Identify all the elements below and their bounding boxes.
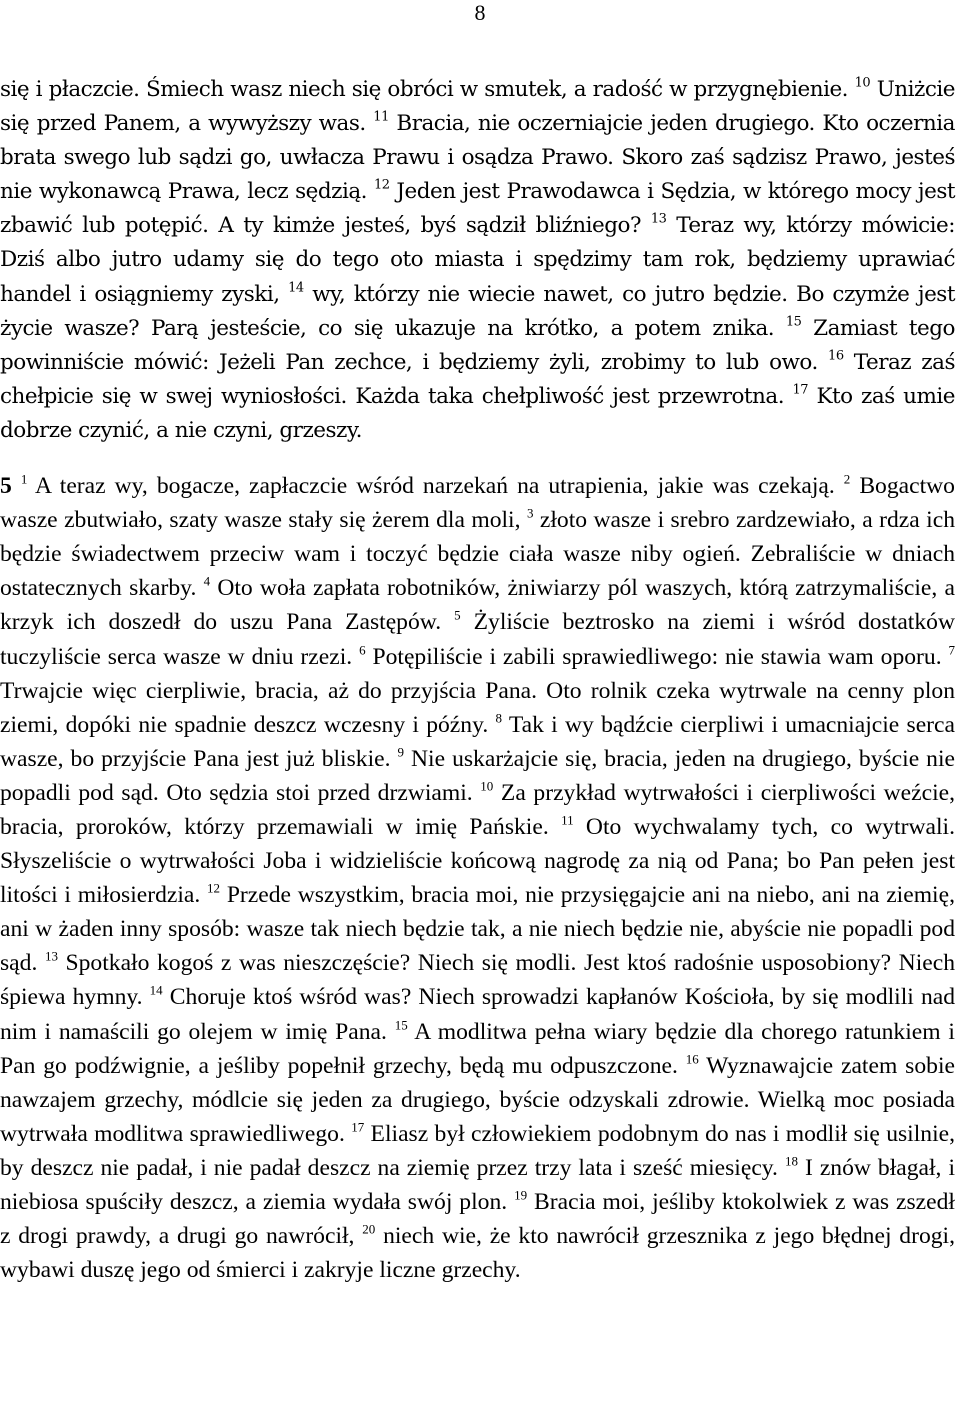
chapter-number: 5 [0,473,12,500]
page-number: 8 [474,0,486,25]
verse-text: Nie uskarżajcie się, bracia, jeden na drugiego, byście nie popadli pod sąd. Oto sędzia stoi przed drzwiami. [0,745,955,806]
verse-text: Choruje ktoś wśród was? Niech sprowadzi kapłanów Kościoła, by się modlili nad nim i namaścili go olejem w imię Pana. [0,984,956,1045]
verse-number: 17 [351,1119,365,1135]
verse-text: Za przykład wytrwałości i cierpliwości weźcie, bracia, proroków, którzy przemawiali w imię Pańskie. [0,779,956,840]
verse-text: Teraz zaś chełpicie się w swej wyniosłości. Każda taka chełpliwość jest przewrotna. [0,349,955,409]
verse-text: Kto zaś umie dobrze czynić, a nie czyni, grzeszy. [0,383,955,443]
verse-text: Jeden jest Prawodawca i Sędzia, w którego mocy jest zbawić lub potępić. A ty kimże jesteś, byś sądził bliźniego? [0,179,955,239]
paragraph-chapter-5 [0,469,955,1287]
verse-text: A modlitwa pełna wiary będzie dla chorego ratunkiem i Pan go podźwignie, a jeśliby popełnił grzechy, będą mu odpuszczone. [0,1018,955,1079]
verse-text: Zamiast tego powinniście mówić: Jeżeli Pan zechce, i będziemy żyli, zrobimy to lub owo. [0,315,955,375]
verse-number: 15 [394,1016,408,1032]
verse-number: 15 [785,313,802,329]
verse-text: wy, którzy nie wiecie nawet, co jutro będzie. Bo czymże jest życie wasze? Parą jesteście, co się ukazuje na krótko, a potem znika. [0,281,955,341]
verse-number: 11 [373,109,389,125]
verse-number: 11 [561,812,574,828]
verse-number: 8 [495,709,503,725]
verse-text: niech wie, że kto nawrócił grzesznika z jego błędnej drogi, wybawi duszę jego od śmierci i zakryje liczne grzechy. [0,1223,955,1284]
verse-text: Wyznawajcie zatem sobie nawzajem grzechy, módlcie się jeden za drugiego, byście odzyskali zdrowie. Wielką moc posiada wytrwała modlitwa sprawiedliwego. [0,1052,955,1147]
verse-number: 7 [948,641,956,657]
verse-number: 19 [514,1187,528,1203]
verse-text: Spotkało kogoś z was nieszczęście? Niech się modli. Jest ktoś radośnie usposobiony? Niech śpiewa hymny. [0,950,955,1011]
verse-text: się i płaczcie. Śmiech wasz niech się obróci w smutek, a radość w przygnębienie. [0,77,849,102]
verse-text: Tak i wy bądźcie cierpliwi i umacniajcie serca wasze, bo przyjście Pana jest już bliskie. [0,711,955,772]
verse-number: 14 [288,279,304,295]
verse-number: 10 [854,75,871,91]
verse-text: Oto woła zapłata robotników, żniwiarzy pól waszych, którą zatrzymaliście, a krzyk ich doszedł do uszu Pana Zastępów. [0,575,955,636]
verse-number: 18 [784,1153,798,1169]
verse-text: Bracia, nie oczerniajcie jeden drugiego. Kto oczernia brata swego lub sądzi go, uwłacza Prawu i osądza Prawo. Skoro zaś sądzisz Prawo, jesteś nie wykonawcą Prawa, lecz sędzią. [0,111,955,205]
verse-text: Potępiliście i zabili sprawiedliwego: nie stawia wam oporu. [372,643,942,670]
verse-number: 1 [20,471,28,487]
verse-number: 17 [792,382,809,398]
verse-number: 5 [454,607,461,623]
verse-number: 14 [149,982,163,998]
verse-text: Eliasz był człowiekiem podobnym do nas i modlił się usilnie, by deszcz nie padał, i nie padał deszcz na ziemię przez trzy lata i sześć miesięcy. [0,1120,956,1181]
verse-number: 16 [828,348,844,363]
verse-number: 12 [207,880,221,896]
verse-number: 6 [359,641,366,657]
verse-number: 9 [397,744,405,760]
verse-text: Bracia moi, jeśliby ktokolwiek z was zszedł z drogi prawdy, a drugi go nawrócił, [0,1189,955,1250]
verse-text: Oto wychwalamy tych, co wytrwali. Słyszeliście o wytrwałości Joba i widzieliście końcową nagrodę za nią od Pana; bo Pan pełen jest litości i miłosierdzia. [0,813,955,909]
verse-number: 16 [685,1050,699,1066]
verse-text: Trwajcie więc cierpliwie, bracia, aż do przyjścia Pana. Oto rolnik czeka wytrwale na cenny plon ziemi, dopóki nie spadnie deszcz wczesny i późny. [0,677,955,738]
verse-number: 10 [480,778,494,794]
verse-text: Teraz wy, którzy mówicie: Dziś albo jutro udamy się do tego oto miasta i spędzimy tam rok, będziemy uprawiać handel i osiągniemy zyski, [0,213,955,307]
verse-text: złoto wasze i srebro zardzewiało, a rdza ich będzie świadectwem przeciw wam i toczyć będzie ciała wasze niby ogień. Zebraliście w dniach ostatecznych skarby. [0,507,955,602]
verse-text: I znów błagał, i niebiosa spuściły deszcz, a ziemia wydała swój plon. [0,1154,955,1215]
verse-number: 2 [843,471,851,487]
verse-number: 12 [373,177,390,193]
verse-text: Uniżcie się przed Panem, a wywyższy was. [0,77,955,137]
verse-text: Przede wszystkim, bracia moi, nie przysięgajcie ani na niebo, ani na ziemię, ani w żaden inny sposób: wasze tak niech będzie tak, a nie niech będzie nie, abyście nie popadli pod sąd. [0,882,955,977]
verse-number: 4 [203,573,211,589]
verse-number: 20 [362,1221,376,1237]
verse-text: Żyliście beztrosko na ziemi i wśród dostatków tuczyliście serca wasze w dniu rzezi. [0,609,955,670]
verse-number: 3 [526,505,534,521]
verse-number: 13 [650,211,667,227]
verse-text: A teraz wy, bogacze, zapłaczcie wśród narzekań na utrapienia, jakie was czekają. [35,473,835,500]
paragraph-chapter-4-end [0,73,955,448]
verse-text: Bogactwo wasze zbutwiało, szaty wasze stały się żerem dla moli, [0,473,955,534]
verse-number: 13 [44,948,58,964]
document-body [0,73,955,1287]
